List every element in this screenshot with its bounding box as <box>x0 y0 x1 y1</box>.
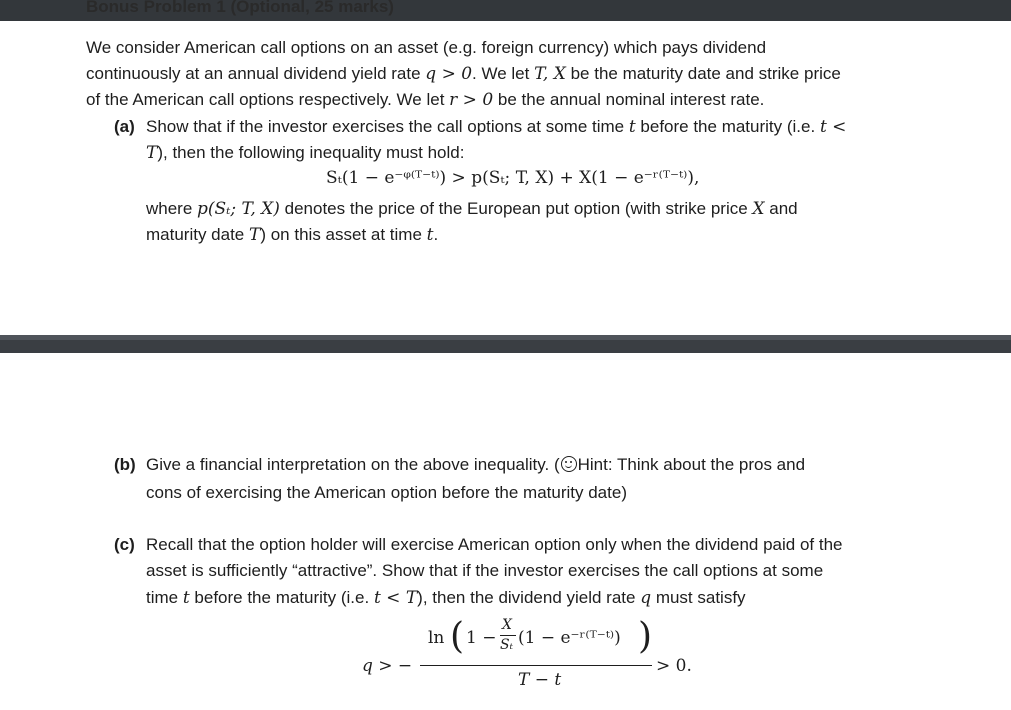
formula-inner-term: (1 − e⁻ʳ⁽ᵀ⁻ᵗ⁾) <box>518 628 621 648</box>
part-a-line-4: maturity date T) on this asset at time t. <box>146 225 439 245</box>
part-c-line-3: time t before the maturity (i.e. t < T), then the dividend yield rate q must satisfy <box>146 588 746 608</box>
part-a-line-1: Show that if the investor exercises the call options at some time t before the maturity (i.e. t < <box>146 117 847 137</box>
intro-line-3: of the American call options respectively. We let r > 0 be the annual nominal interest rate. <box>86 90 765 110</box>
part-b-line-2: cons of exercising the American option before the maturity date) <box>146 483 627 502</box>
formula-left-paren: ( <box>450 616 465 657</box>
part-c-label: (c) <box>114 535 135 554</box>
formula-right-paren: ) <box>638 616 653 657</box>
formula-ln: ln <box>428 628 445 648</box>
part-a-equation: Sₜ(1 − e⁻ᵠ⁽ᵀ⁻ᵗ⁾) > p(Sₜ; T, X) + X(1 − e⁻ʳ⁽ᵀ⁻ᵗ⁾), <box>326 168 700 188</box>
page-break-separator <box>0 335 1011 353</box>
smiley-icon <box>561 456 577 472</box>
formula-denominator: T − t <box>518 670 562 690</box>
part-a-line-2: T), then the following inequality must hold: <box>146 143 465 163</box>
formula-s-denominator: Sₜ <box>500 637 514 653</box>
part-c-line-2: asset is sufficiently “attractive”. Show that if the investor exercises the call options at some <box>146 561 824 580</box>
part-b-line-1: Give a financial interpretation on the above inequality. ( Hint: Think about the pros and <box>146 455 806 474</box>
formula-rhs: > 0. <box>656 656 692 676</box>
formula-main-fraction-bar <box>420 665 652 666</box>
part-a-label: (a) <box>114 117 135 136</box>
formula-inner-fraction-bar <box>500 635 516 636</box>
section-heading-cut: Bonus Problem 1 (Optional, 25 marks) <box>86 0 394 16</box>
formula-one-minus: 1 − <box>466 628 497 648</box>
part-b-label: (b) <box>114 455 136 474</box>
intro-line-2: continuously at an annual dividend yield rate q > 0. We let T, X be the maturity date and strike price <box>86 64 841 84</box>
formula-lhs: q > − <box>362 656 413 676</box>
part-a-line-3: where p(Sₜ; T, X) denotes the price of the European put option (with strike price X and <box>146 199 798 219</box>
formula-x-numerator: X <box>502 617 512 633</box>
part-c-line-1: Recall that the option holder will exercise American option only when the dividend paid of the <box>146 535 843 554</box>
intro-line-1: We consider American call options on an asset (e.g. foreign currency) which pays dividend <box>86 38 767 57</box>
